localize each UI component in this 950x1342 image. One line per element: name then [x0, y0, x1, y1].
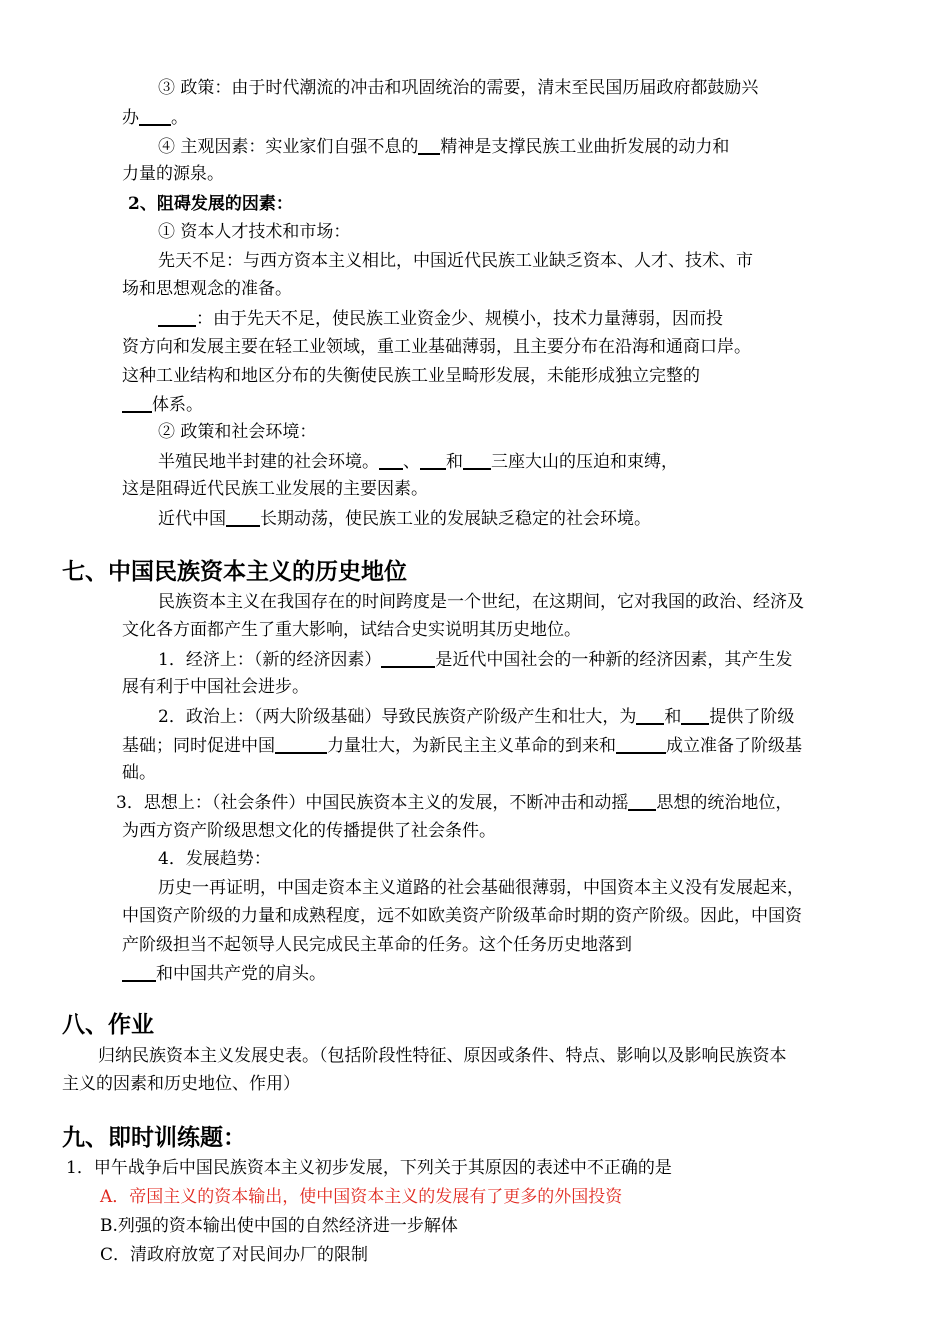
environment-text: 这是阻碍近代民族工业发展的主要因素。 [122, 479, 428, 499]
economic-point: 展有利于中国社会进步。 [122, 677, 309, 697]
fill-blank[interactable] [381, 648, 435, 668]
ideological-point: 为西方资产阶级思想文化的传播提供了社会条件。 [122, 821, 496, 841]
section-7-title: 七、中国民族资本主义的历史地位 [62, 559, 407, 585]
fill-blank[interactable] [275, 734, 327, 754]
option-a[interactable]: A．帝国主义的资本输出，使中国资本主义的发展有了更多的外国投资 [100, 1187, 623, 1207]
fill-blank[interactable] [122, 393, 152, 413]
obstacle-item-1: ① 资本人才技术和市场： [158, 222, 351, 242]
fill-blank[interactable] [418, 135, 440, 155]
political-point: 基础；同时促进中国 力量壮大，为新民主主义革命的到来和 成立准备了阶级基 [122, 736, 802, 756]
obstacle-text: 这种工业结构和地区分布的失衡使民族工业呈畸形发展，未能形成独立完整的 [122, 366, 700, 386]
homework-text: 主义的因素和历史地位、作用） [62, 1074, 300, 1094]
political-point: 础。 [122, 763, 156, 783]
fill-blank[interactable] [139, 106, 171, 126]
sec7-intro: 文化各方面都产生了重大影响，试结合史实说明其历史地位。 [122, 620, 581, 640]
fill-blank[interactable] [122, 962, 156, 982]
trend-text: 和中国共产党的肩头。 [122, 962, 326, 985]
fill-blank[interactable] [226, 507, 260, 527]
option-b[interactable]: B.列强的资本输出使中国的自然经济进一步解体 [100, 1216, 458, 1236]
obstacle-text: 资方向和发展主要在轻工业领域，重工业基础薄弱，且主要分布在沿海和通商口岸。 [122, 337, 751, 357]
fill-blank[interactable] [636, 705, 664, 725]
obstacle-text: ：由于先天不足，使民族工业资金少、规模小，技术力量薄弱，因而投 [158, 307, 723, 330]
environment-text: 近代中国 长期动荡，使民族工业的发展缺乏稳定的社会环境。 [158, 509, 651, 529]
sec7-intro: 民族资本主义在我国存在的时间跨度是一个世纪，在这期间，它对我国的政治、经济及 [158, 592, 804, 612]
fill-blank[interactable] [158, 307, 196, 327]
trend-text: 产阶级担当不起领导人民完成民主革命的任务。这个任务历史地落到 [122, 935, 632, 955]
obstacle-text: 场和思想观念的准备。 [122, 279, 292, 299]
subjective-line-1: ④ 主观因素：实业家们自强不息的 精神是支撑民族工业曲折发展的动力和 [158, 137, 730, 157]
question-1: 1．甲午战争后中国民族资本主义初步发展，下列关于其原因的表述中不正确的是 [66, 1158, 672, 1178]
obstacle-heading: 2、阻碍发展的因素： [128, 194, 293, 214]
subjective-line-2: 力量的源泉。 [122, 164, 224, 184]
fill-blank[interactable] [616, 734, 666, 754]
section-8-title: 八、作业 [62, 1012, 154, 1038]
fill-blank[interactable] [681, 705, 709, 725]
environment-text: 半殖民地半封建的社会环境。 、 和 三座大山的压迫和束缚， [158, 452, 678, 472]
trend-text: 历史一再证明，中国走资本主义道路的社会基础很薄弱，中国资本主义没有发展起来， [158, 878, 804, 898]
economic-point: 1．经济上：（新的经济因素） 是近代中国社会的一种新的经济因素，其产生发 [158, 650, 793, 670]
ideological-point: 3．思想上：（社会条件）中国民族资本主义的发展，不断冲击和动摇 思想的统治地位， [116, 793, 793, 813]
trend-text: 中国资产阶级的力量和成熟程度，远不如欧美资产阶级革命时期的资产阶级。因此，中国资 [122, 906, 802, 926]
fill-blank[interactable] [628, 791, 656, 811]
fill-blank[interactable] [379, 450, 403, 470]
fill-blank[interactable] [463, 450, 491, 470]
policy-line-2: 办 。 [122, 108, 188, 128]
obstacle-text: 体系。 [122, 393, 203, 416]
trend-point: 4．发展趋势： [158, 849, 271, 869]
obstacle-text: 先天不足：与西方资本主义相比，中国近代民族工业缺乏资本、人才、技术、市 [158, 251, 753, 271]
homework-text: 归纳民族资本主义发展史表。（包括阶段性特征、原因或条件、特点、影响以及影响民族资本 [98, 1046, 787, 1066]
policy-line-1: ③ 政策：由于时代潮流的冲击和巩固统治的需要，清末至民国历届政府都鼓励兴 [158, 78, 759, 98]
option-c[interactable]: C．清政府放宽了对民间办厂的限制 [100, 1245, 369, 1265]
fill-blank[interactable] [420, 450, 446, 470]
section-9-title: 九、即时训练题： [62, 1125, 246, 1151]
obstacle-item-2: ② 政策和社会环境： [158, 422, 317, 442]
political-point: 2．政治上：（两大阶级基础）导致民族资产阶级产生和壮大，为 和 提供了阶级 [158, 707, 795, 727]
